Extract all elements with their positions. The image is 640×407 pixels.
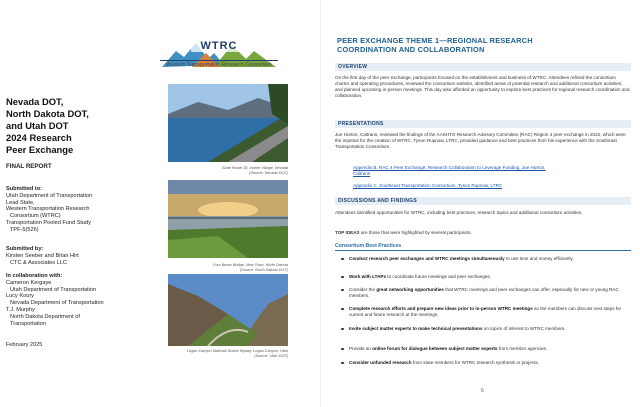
overview-text: On the first day of the peer exchange, participants focused on the establishment and business of WTRC. Attendees refined the consortium charter and operating procedures, reviewed the consortium website, identified areas of potential research and additional consortium activities, and planned upcoming in-person meetings. This day also afforded an opportunity to explore best practices for regional research coordination and collaboration. (335, 75, 630, 98)
page-title-line: PEER EXCHANGE THEME 1—REGIONAL RESEARCH (337, 36, 533, 45)
discussions-text: Attendees identified opportunities for WTRC, including best practices, research topics and additional consortium activities. (335, 210, 583, 215)
bullet-bold: Consider unfunded research (349, 360, 412, 365)
appendix-b-link[interactable] (353, 165, 613, 177)
caption-line: State Route 28, Incline Village, Nevada (222, 166, 288, 170)
bullet-dot (341, 362, 344, 365)
title-line: North Dakota DOT, (6, 108, 89, 119)
photo-caption (150, 349, 288, 358)
submitted-to-line: TPF-5(526) (10, 226, 39, 233)
link-line: Appendix B. RAC 4 Peer Exchange: Research Collaboration to Leverage Funding, Joe Horton, (353, 165, 546, 170)
bullet-pre: Consider the (349, 287, 377, 292)
title-line: and Utah DOT (6, 120, 69, 131)
bullet-bold: Complete research efforts and prepare new ideas prior to in-person WTRC meetings (349, 306, 533, 311)
submitted-to-line: Lead State, (6, 199, 35, 206)
top-ideas-label: TOP IDEAS (335, 230, 360, 235)
collab-line: North Dakota Department of (10, 313, 80, 320)
logo-divider (160, 60, 278, 61)
bullet-post: from member agencies. (497, 346, 548, 351)
submitted-by-heading: Submitted by: (6, 246, 44, 252)
bullet-bold: Invite subject matter experts to make technical presentations (349, 326, 483, 331)
caption-line: Four Bears Bridge, New Town, North Dakota (213, 263, 288, 267)
bullet-post: to coordinate future meetings and peer exchanges. (386, 274, 491, 279)
page-title-line: COORDINATION AND COLLABORATION (337, 45, 485, 54)
list-item (339, 306, 627, 318)
bullet-post: that WTRC meetings and peer exchanges can offer, especially for new or young RAC members. (349, 287, 619, 298)
overview-heading: OVERVIEW (335, 63, 631, 71)
bullet-bold: online forum for dialogue between subject matter experts (372, 346, 498, 351)
collab-line: Transportation (10, 320, 46, 327)
bullet-pre: Provide an (349, 346, 373, 351)
list-item (339, 256, 627, 262)
collab-line: Lucy Koury (6, 293, 34, 300)
logo-tagline: Western Transportation Research Consortium (166, 62, 272, 68)
collab-line: T.J. Murphy (6, 306, 35, 313)
discussions-heading: DISCUSSIONS AND FINDINGS (335, 197, 631, 205)
bullet-post: from state members for WTRC research synthesis or projects. (411, 360, 539, 365)
photo-canyon (168, 274, 288, 346)
collaboration-block (6, 273, 156, 327)
top-ideas-text: are those that were highlighted by several participants. (359, 230, 472, 235)
bullet-dot (341, 328, 344, 331)
collab-line: Utah Department of Transportation (10, 286, 97, 293)
bullet-dot (341, 289, 344, 292)
bullet-bold: Conduct research peer exchanges and WTRC meetings simultaneously (349, 256, 505, 261)
content-page (320, 0, 640, 407)
submitted-to-line: Utah Department of Transportation (6, 192, 93, 199)
page-title (337, 36, 627, 54)
logo-wordmark: WTRC (191, 40, 247, 52)
submitted-by-block (6, 246, 156, 266)
presentations-text: Joe Horton, Caltrans, reviewed the findings of the AASHTO Research Advisory Committee (RAC) Region 4 peer exchange in 2022, which were the impetus for the creation of WTRC. Tyson Rupnow, LTRC, provided guidance and best practices from his experience with the Southeast Transportation Consortium. (335, 132, 626, 149)
bullet-dot (341, 348, 344, 351)
submitted-to-line: Consortium (WTRC) (10, 213, 61, 220)
list-item (339, 346, 627, 352)
submitted-to-line: Transportation Pooled Fund Study (6, 219, 91, 226)
title-line: 2024 Research (6, 132, 72, 143)
photo-bridge-sunset (168, 180, 288, 258)
photo-lake-road (168, 84, 288, 162)
report-title (6, 96, 136, 156)
caption-line: (Source: Nevada DOT) (249, 170, 288, 175)
bullet-post: so the members can discuss next steps for current and future research at the meetings. (349, 306, 622, 317)
caption-line: Logan Canyon National Scenic Byway, Logan Canyon, Utah (186, 349, 288, 353)
presentations-heading: PRESENTATIONS (335, 120, 631, 128)
caption-line: (Source: Utah DOT) (254, 353, 288, 358)
submitted-to-heading: Submitted to: (6, 186, 43, 192)
collab-heading: In collaboration with: (6, 273, 63, 279)
collab-line: Cameron Kergaye (6, 279, 52, 286)
appendix-c-link[interactable]: Appendix C. Southeast Transportation Consortium, Tyson Rupnow, LTRC (353, 183, 503, 188)
submitted-to-block (6, 186, 156, 234)
best-practices-heading: Consortium Best Practices (335, 243, 631, 251)
title-line: Nevada DOT, (6, 96, 64, 107)
report-date: February 2025 (6, 342, 43, 348)
list-item (339, 360, 627, 366)
collab-line: Nevada Department of Transportation (10, 300, 104, 307)
bullet-dot (341, 308, 344, 311)
top-ideas-note (335, 230, 631, 236)
bullet-dot (341, 276, 344, 279)
caption-line: (Source: North Dakota DOT) (239, 267, 288, 272)
link-line: Caltrans (353, 171, 371, 176)
list-item (339, 287, 627, 299)
list-item (339, 274, 627, 280)
submitted-by-line: Kirsten Seeber and Brian Hirt (6, 252, 79, 259)
submitted-to-line: Western Transportation Research (6, 206, 90, 213)
list-item (339, 326, 627, 332)
page-number: 6 (481, 388, 484, 394)
submitted-by-line: CTC & Associates LLC (10, 259, 67, 266)
photo-caption (150, 166, 288, 175)
bullet-post: on topics of interest to WTRC members. (482, 326, 566, 331)
bullet-bold: Work with LTAPs (349, 274, 387, 279)
final-report-label: FINAL REPORT (6, 163, 52, 170)
bullet-post: to use time and money efficiently. (504, 256, 574, 261)
bullet-dot (341, 258, 344, 261)
bullet-bold: great networking opportunities (376, 287, 444, 292)
title-line: Peer Exchange (6, 144, 74, 155)
photo-caption (150, 263, 288, 272)
